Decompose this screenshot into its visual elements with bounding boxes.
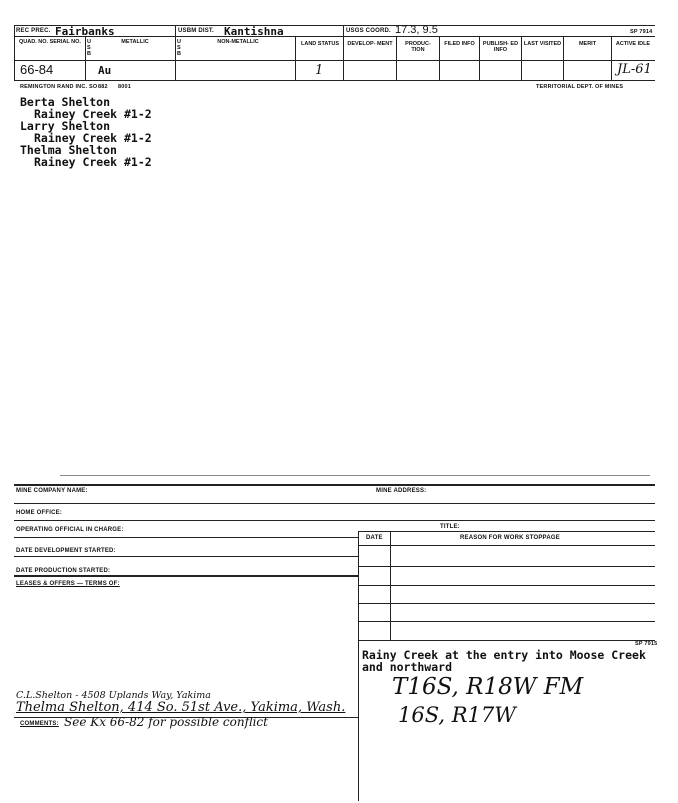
rule: [439, 36, 440, 80]
usgs-coord-value: 17.3, 9.5: [395, 24, 438, 36]
usbm-dist-label: USBM DIST.: [178, 28, 215, 34]
rule: [358, 531, 655, 532]
rule: [563, 36, 564, 80]
department-name: TERRITORIAL DEPT. OF MINES: [536, 84, 624, 90]
col-quad-serial: [16, 39, 84, 45]
metallic-value: Au: [98, 64, 112, 77]
rec-prec-label: REC PREC.: [16, 28, 51, 34]
rule: [358, 566, 655, 567]
rule: [358, 531, 359, 801]
rule: [390, 531, 391, 640]
address-note-1: C.L.Shelton - 4508 Uplands Way, Yakima: [16, 690, 211, 701]
active-idle-value: JL-61: [617, 62, 652, 77]
col-usb-nonmetallic: U S B: [177, 39, 181, 57]
col-metallic: METALLIC: [121, 39, 149, 45]
township-range-1: T16S, R18W FM: [392, 674, 584, 700]
rule: [175, 25, 176, 80]
date-label: DATE: [366, 535, 383, 541]
col-land-status: LAND STATUS: [301, 41, 339, 47]
comments-label: COMMENTS:: [20, 721, 59, 727]
township-range-2: 16S, R17W: [398, 703, 516, 727]
comment-text: See Kx 66-82 for possible conflict: [64, 715, 268, 729]
home-office-label: HOME OFFICE:: [16, 510, 63, 516]
rule: [14, 575, 358, 577]
rule: [343, 25, 344, 80]
col-last-visited: LAST VISITED: [523, 41, 562, 47]
col-quad-no: QUAD. NO.: [19, 39, 49, 45]
mine-company-name-label: MINE COMPANY NAME:: [16, 488, 88, 494]
col-production: PRODUC- TION: [405, 41, 431, 53]
rec-prec-value: Fairbanks: [55, 25, 115, 38]
land-status-value: 1: [315, 63, 324, 78]
mine-address-label: MINE ADDRESS:: [376, 488, 427, 494]
usgs-coord-label: USGS COORD.: [346, 28, 391, 34]
col-published-info: PUBLISH- ED INFO: [482, 41, 519, 53]
col-merit: MERIT: [578, 41, 597, 47]
rule: [14, 556, 358, 557]
rule: [85, 36, 86, 80]
printer-credit: REMINGTON RAND INC. SO: [20, 84, 98, 90]
rule: [14, 520, 655, 521]
col-filed-info: FILED INFO: [444, 41, 475, 47]
rule: [14, 503, 655, 504]
printer-code-2: 8001: [118, 84, 132, 90]
claim-name: Rainey Creek #1-2: [34, 107, 152, 121]
reason-stoppage-label: REASON FOR WORK STOPPAGE: [460, 535, 560, 541]
claim-owner: Larry Shelton: [20, 119, 111, 133]
rule: [358, 640, 655, 641]
col-active-idle: ACTIVE IDLE: [615, 41, 651, 47]
date-development-label: DATE DEVELOPMENT STARTED:: [16, 548, 116, 554]
rule: [14, 537, 358, 538]
record-number: 66-84: [20, 62, 54, 77]
form-number-2: SP 7915: [635, 641, 658, 647]
col-nonmetallic: NON-METALLIC: [217, 39, 259, 45]
rule: [521, 36, 522, 80]
claim-owner: Thelma Shelton: [20, 143, 117, 157]
claim-name: Rainey Creek #1-2: [34, 155, 152, 169]
rule: [14, 80, 655, 81]
col-usb-metallic: U S B: [87, 39, 91, 57]
location-line: and northward: [362, 660, 453, 674]
title-label: TITLE:: [440, 524, 460, 530]
location-line: Rainy Creek at the entry into Moose Creek: [362, 648, 646, 662]
leases-label: LEASES & OFFERS — TERMS OF:: [16, 581, 120, 587]
col-serial-no: SERIAL NO.: [49, 39, 81, 45]
rule: [358, 585, 655, 586]
printer-code-1: 882: [98, 84, 108, 90]
rule: [479, 36, 480, 80]
rule: [358, 545, 655, 546]
rule: [396, 36, 397, 80]
date-production-label: DATE PRODUCTION STARTED:: [16, 568, 111, 574]
rule: [611, 36, 612, 80]
rule: [14, 25, 15, 80]
col-development: DEVELOP- MENT: [347, 41, 393, 47]
claim-owner: Berta Shelton: [20, 95, 111, 109]
rule: [358, 603, 655, 604]
form-number: SP 7914: [630, 29, 653, 35]
rule: [295, 36, 296, 80]
address-note-2: Thelma Shelton, 414 So. 51st Ave., Yakima, Wash.: [16, 700, 346, 715]
claim-name: Rainey Creek #1-2: [34, 131, 152, 145]
rule: [60, 475, 650, 476]
rule: [14, 484, 655, 486]
operating-official-label: OPERATING OFFICIAL IN CHARGE:: [16, 527, 124, 533]
rule: [14, 60, 655, 61]
rule: [358, 621, 655, 622]
usbm-dist-value: Kantishna: [224, 25, 284, 38]
